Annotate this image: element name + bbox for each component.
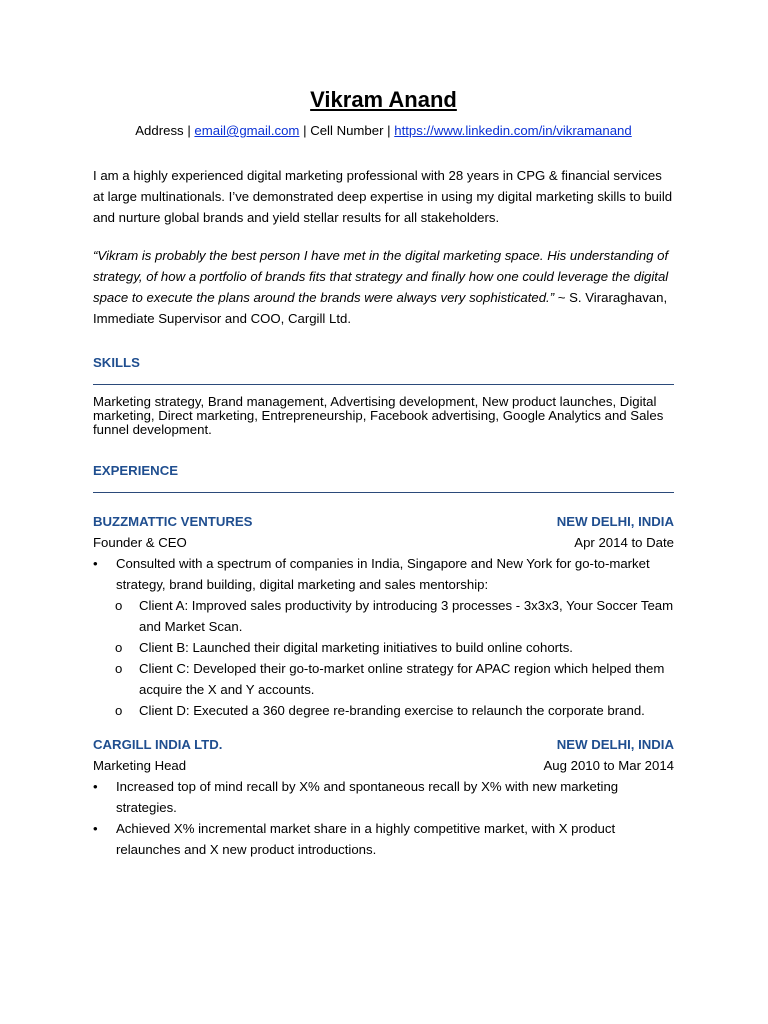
bullet-text: Consulted with a spectrum of companies in India, Singapore and New York for go-to-market strategy, brand building, digital marketing and sales mentorship: <box>116 556 650 592</box>
job-header <box>93 734 674 755</box>
job-title-row <box>93 755 674 776</box>
candidate-name: Vikram Anand <box>310 87 457 112</box>
sub-bullet-text: Client A: Improved sales productivity by introducing 3 processes - 3x3x3, Your Soccer Team and Market Scan. <box>139 598 674 634</box>
contact-separator: | <box>183 123 195 138</box>
contact-separator: | <box>383 123 395 138</box>
contact-line <box>93 123 674 139</box>
linkedin-link[interactable]: https://www.linkedin.com/in/vikramanand <box>394 123 632 138</box>
section-divider <box>93 492 674 493</box>
quote-text: “Vikram is probably the best person I have met in the digital marketing space. His understanding of strategy, of how a portfolio of brands fits that strategy and finally how one could leverage the digital space to execute the plans around the brands were always very sophisticated.” <box>93 248 669 305</box>
sub-bullet-icon: o <box>115 703 123 718</box>
job-bullets <box>93 553 674 595</box>
job-bullets <box>93 776 674 860</box>
job-title: Marketing Head <box>93 758 187 773</box>
contact-separator: | <box>299 123 311 138</box>
company-name: CARGILL INDIA LTD. <box>93 737 223 752</box>
list-item <box>93 595 674 637</box>
email-link[interactable]: email@gmail.com <box>194 123 300 138</box>
skills-text: Marketing strategy, Brand management, Advertising development, New product launches, Digital marketing, Direct marketing, Entrepreneurship, Facebook advertising, Google Analytics and Sales funnel development. <box>93 394 664 437</box>
list-item <box>93 658 674 700</box>
bullet-text: Achieved X% incremental market share in a highly competitive market, with X product relaunches and X new product introductions. <box>116 821 616 857</box>
sub-bullet-text: Client B: Launched their digital marketing initiatives to build online cohorts. <box>139 640 573 655</box>
section-divider <box>93 384 674 385</box>
quote-attribution: ~ S. Viraraghavan, Immediate Supervisor and COO, Cargill Ltd. <box>93 290 668 326</box>
contact-phone: Cell Number <box>310 123 384 138</box>
job-location: NEW DELHI, INDIA <box>556 514 674 529</box>
job-title: Founder & CEO <box>93 535 187 550</box>
sub-bullet-text: Client D: Executed a 360 degree re-branding exercise to relaunch the corporate brand. <box>139 703 645 718</box>
sub-bullet-icon: o <box>115 640 123 655</box>
list-item <box>93 700 674 721</box>
job-location: NEW DELHI, INDIA <box>556 737 674 752</box>
bullet-text: Increased top of mind recall by X% and spontaneous recall by X% with new marketing strategies. <box>116 779 619 815</box>
contact-address: Address <box>135 123 184 138</box>
sub-bullet-icon: o <box>115 661 123 676</box>
company-name: BUZZMATTIC VENTURES <box>93 514 253 529</box>
list-item <box>93 553 674 595</box>
job-title-row <box>93 532 674 553</box>
job-header <box>93 511 674 532</box>
bullet-icon: • <box>93 556 98 571</box>
list-item <box>93 776 674 818</box>
experience-heading: EXPERIENCE <box>93 463 179 478</box>
job-dates: Aug 2010 to Mar 2014 <box>543 758 674 773</box>
bullet-icon: • <box>93 779 98 794</box>
sub-bullet-text: Client C: Developed their go-to-market online strategy for APAC region which helped them acquire the X and Y accounts. <box>139 661 665 697</box>
list-item <box>93 818 674 860</box>
bullet-icon: • <box>93 821 98 836</box>
list-item <box>93 637 674 658</box>
testimonial-quote <box>93 245 674 329</box>
summary-paragraph: I am a highly experienced digital marketing professional with 28 years in CPG & financial services at large multinationals. I’ve demonstrated deep expertise in using my digital marketing skills to build and nurture global brands and yield stellar results for all stakeholders. <box>93 168 673 225</box>
sub-bullet-icon: o <box>115 598 123 613</box>
job-dates: Apr 2014 to Date <box>574 535 674 550</box>
skills-heading: SKILLS <box>93 355 140 370</box>
client-sub-bullets <box>93 595 674 721</box>
